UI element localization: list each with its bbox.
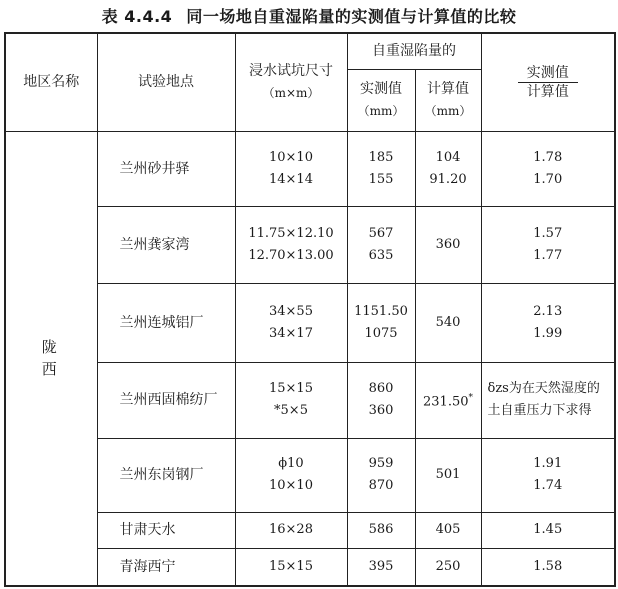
pit-size-value: 14×14 [269, 171, 313, 187]
table-row [5, 206, 615, 283]
measured-value: 185 [368, 149, 394, 165]
measured-value: 860 [368, 381, 394, 396]
header-measured-label: 实测值 [360, 81, 402, 97]
measured-value: 360 [368, 403, 394, 418]
ratio-note-line: 土自重压力下求得 [487, 403, 592, 418]
measured-value: 1075 [364, 325, 398, 341]
ratio-value: 1.78 [533, 149, 563, 165]
pit-size-value: 11.75×12.10 [248, 225, 334, 241]
ratio-value: 1.57 [533, 225, 563, 241]
pit-size-value: 34×17 [269, 325, 313, 341]
measured-cell [347, 131, 415, 206]
table-caption: 同一场地自重湿陷量的实测值与计算值的比较 [186, 7, 517, 26]
pit-size-cell [235, 362, 347, 438]
calculated-value: 231.50 [423, 394, 469, 410]
measured-value: 567 [368, 225, 394, 241]
ratio-note-line: δzs为在天然湿度的 [487, 381, 600, 396]
table-row [5, 438, 615, 512]
site-cell: 青海西宁 [97, 548, 235, 586]
calculated-value: 91.20 [429, 171, 467, 187]
site-cell: 兰州龚家湾 [97, 206, 235, 283]
table-row [5, 362, 615, 438]
measured-cell [347, 283, 415, 362]
calculated-cell: 405 [415, 512, 481, 548]
calculated-cell: 250 [415, 548, 481, 586]
site-cell: 兰州砂井驿 [97, 131, 235, 206]
header-ratio [481, 33, 615, 131]
header-pit-size-unit: （m×m） [262, 86, 320, 101]
calculated-cell [415, 362, 481, 438]
pit-size-cell [235, 131, 347, 206]
pit-size-cell [235, 283, 347, 362]
table-number: 表 4.4.4 [101, 7, 173, 26]
header-region: 地区名称 [5, 33, 97, 131]
ratio-cell [481, 131, 615, 206]
ratio-note-cell [481, 362, 615, 438]
header-calculated-unit: （mm） [424, 104, 472, 118]
ratio-cell [481, 283, 615, 362]
calculated-value: 104 [435, 149, 461, 165]
ratio-value: 2.13 [533, 303, 563, 319]
site-cell: 甘肃天水 [97, 512, 235, 548]
ratio-value: 1.99 [533, 325, 563, 341]
ratio-cell [481, 438, 615, 512]
header-pit-size-label: 浸水试坑尺寸 [249, 63, 333, 80]
header-ratio-denominator: 计算值 [526, 83, 569, 100]
measured-cell [347, 438, 415, 512]
calculated-cell: 501 [415, 438, 481, 512]
measured-value: 870 [368, 478, 394, 493]
measured-cell [347, 206, 415, 283]
region-cell: 陇 西 [5, 131, 97, 586]
table-title [0, 4, 618, 27]
site-cell: 兰州连城铝厂 [97, 283, 235, 362]
header-calculated [415, 69, 481, 131]
table-row [5, 548, 615, 586]
ratio-cell: 1.45 [481, 512, 615, 548]
pit-size-cell [235, 206, 347, 283]
comparison-table [4, 32, 616, 587]
header-measured [347, 69, 415, 131]
header-pit-size [235, 33, 347, 131]
header-site: 试验地点 [97, 33, 235, 131]
pit-size-cell: 16×28 [235, 512, 347, 548]
header-calculated-label: 计算值 [427, 81, 469, 97]
pit-size-value: ϕ10 [278, 456, 304, 471]
header-settlement-group: 自重湿陷量的 [347, 33, 481, 69]
measured-value: 155 [368, 171, 394, 187]
calculated-cell: 360 [415, 206, 481, 283]
header-ratio-numerator: 实测值 [518, 64, 578, 83]
site-cell: 兰州东岗钢厂 [97, 438, 235, 512]
measured-value: 1151.50 [354, 303, 408, 319]
header-measured-unit: （mm） [357, 104, 405, 118]
pit-size-cell: 15×15 [235, 548, 347, 586]
site-cell: 兰州西固棉纺厂 [97, 362, 235, 438]
table-row [5, 283, 615, 362]
measured-cell: 395 [347, 548, 415, 586]
footnote-mark: * [468, 392, 473, 403]
measured-value: 635 [368, 247, 394, 263]
calculated-cell: 540 [415, 283, 481, 362]
ratio-value: 1.74 [533, 478, 563, 493]
ratio-cell [481, 206, 615, 283]
ratio-value: 1.91 [533, 456, 563, 471]
pit-size-value: 34×55 [269, 303, 313, 319]
pit-size-value: 12.70×13.00 [248, 247, 334, 263]
pit-size-value: *5×5 [274, 403, 308, 418]
pit-size-cell [235, 438, 347, 512]
pit-size-value: 10×10 [269, 149, 313, 165]
measured-cell: 586 [347, 512, 415, 548]
ratio-value: 1.77 [533, 247, 563, 263]
pit-size-value: 15×15 [269, 381, 313, 396]
pit-size-value: 10×10 [269, 478, 313, 493]
calculated-cell [415, 131, 481, 206]
table-row [5, 131, 615, 206]
ratio-cell: 1.58 [481, 548, 615, 586]
measured-cell [347, 362, 415, 438]
table-row [5, 512, 615, 548]
ratio-value: 1.70 [533, 171, 563, 187]
measured-value: 959 [368, 456, 394, 471]
